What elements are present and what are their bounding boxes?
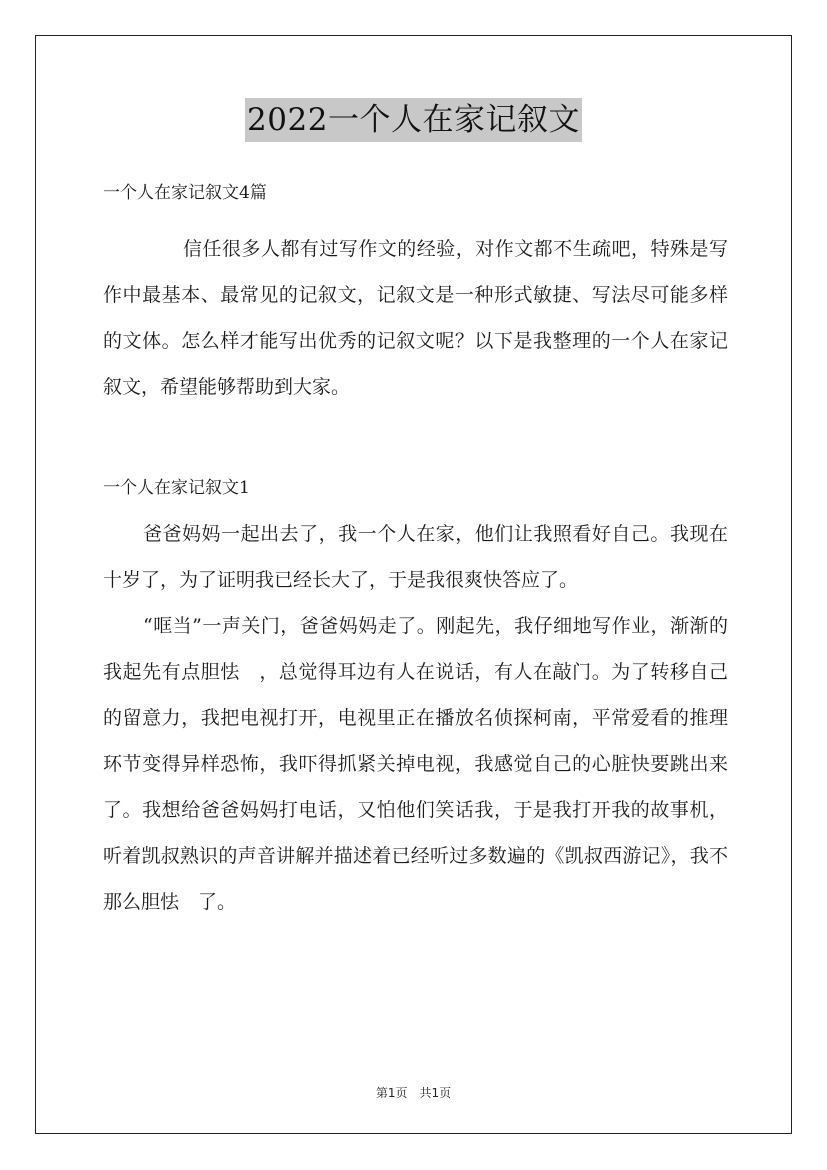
- section-spacer: [103, 410, 728, 465]
- page-footer: 第1页 共1页: [375, 1086, 452, 1100]
- document-subtitle[interactable]: 一个人在家记叙文4篇: [103, 183, 267, 203]
- document-title[interactable]: 2022一个人在家记叙文: [245, 98, 582, 142]
- section-heading[interactable]: 一个人在家记叙文1: [103, 478, 250, 498]
- title-container: [0, 98, 827, 142]
- body-paragraph[interactable]: 爸爸妈妈一起出去了，我一个人在家，他们让我照看好自己。我现在十岁了，为了证明我已经长大了，于是我很爽快答应了。: [103, 523, 728, 591]
- body-paragraph[interactable]: “哐当”一声关门，爸爸妈妈走了。刚起先，我仔细地写作业，渐渐的我起先有点胆怯 ，总觉得耳边有人在说话，有人在敲门。为了转移自己的留意力，我把电视打开，电视里正在播放名侦探柯南，平常爱看的推理环节变得异样恐怖，我吓得抓紧关掉电视，我感觉自己的心脏快要跳出来了。我想给爸爸妈妈打电话，又怕他们笑话我，于是我打开我的故事机，听着凯叔熟识的声音讲解并描述着已经听过多数遍的《凯叔西游记》，我不那么胆怯 了。: [103, 615, 728, 913]
- intro-paragraph[interactable]: 信任很多人都有过写作文的经验，对作文都不生疏吧，特殊是写作中最基本、最常见的记叙文，记叙文是一种形式敏捷、写法尽可能多样的文体。怎么样才能写出优秀的记叙文呢？以下是我整理的一个人在家记叙文，希望能够帮助到大家。: [103, 238, 728, 398]
- document-body: [103, 170, 728, 925]
